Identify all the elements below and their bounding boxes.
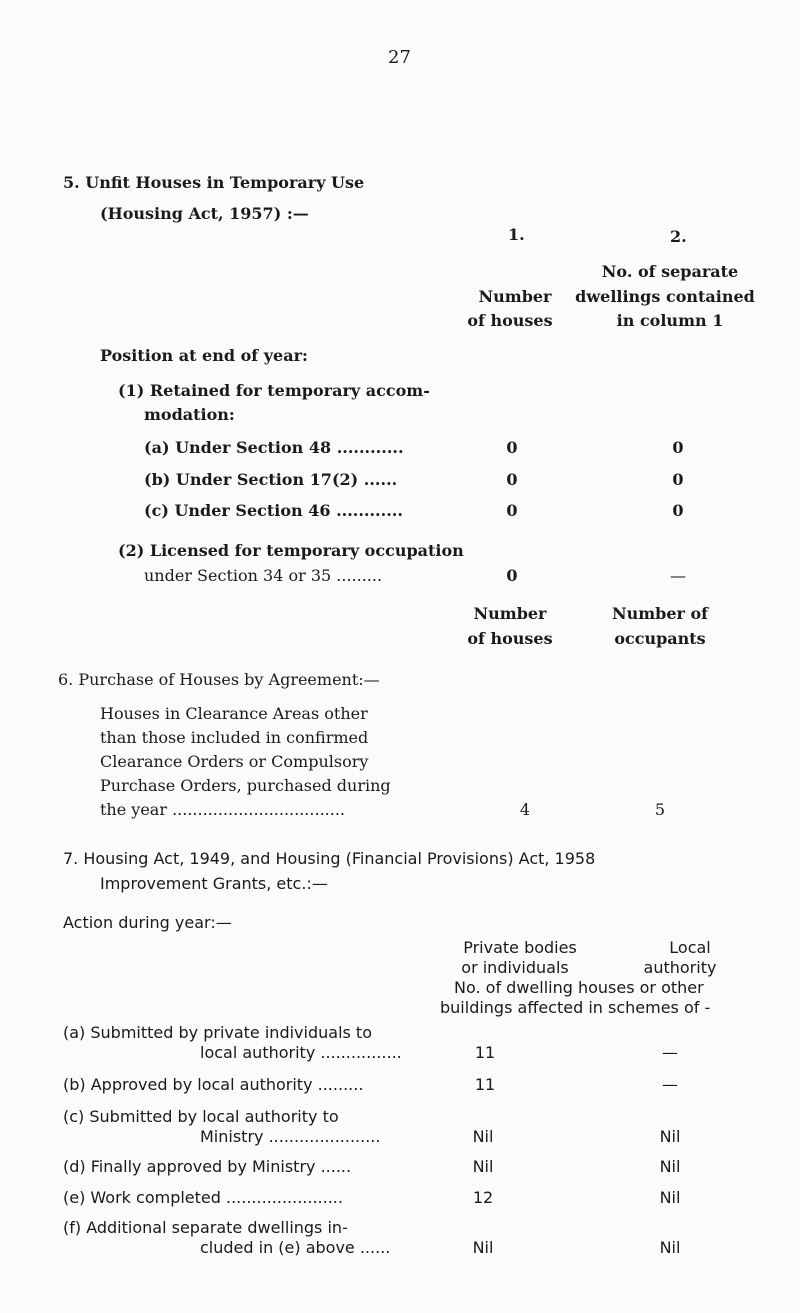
- section-7-heading: 7. Housing Act, 1949, and Housing (Financial Provisions) Act, 1958: [63, 849, 596, 868]
- table-row-label: (b) Approved by local authority .........: [63, 1075, 364, 1094]
- table-cell: 0: [672, 438, 684, 457]
- column-2-header: dwellings contained: [575, 287, 755, 306]
- table-row-label: (a) Under Section 48 ............: [144, 438, 404, 457]
- table-cell: 0: [506, 470, 518, 489]
- table-cell: 4: [519, 800, 531, 819]
- column-1-header: Private bodies: [463, 938, 577, 957]
- column-1-header: or individuals: [461, 958, 569, 977]
- table-cell: —: [662, 1043, 678, 1062]
- column-1-header: Number: [478, 287, 552, 306]
- column-1-number: 1.: [508, 225, 525, 244]
- column-2-header: authority: [643, 958, 717, 977]
- table-cell: Nil: [659, 1188, 681, 1207]
- action-label: Action during year:—: [63, 913, 232, 932]
- column-1-header: Number: [473, 604, 547, 623]
- section-7-heading: Improvement Grants, etc.:—: [100, 874, 328, 893]
- table-cell: Nil: [472, 1157, 494, 1176]
- column-1-header: of houses: [467, 311, 553, 330]
- table-cell: 0: [506, 438, 518, 457]
- column-2-header: occupants: [614, 629, 706, 648]
- item-1-label: (1) Retained for temporary accom-: [118, 381, 430, 400]
- table-cell: 11: [474, 1075, 496, 1094]
- column-2-header: in column 1: [616, 311, 724, 330]
- item-2-label: under Section 34 or 35 .........: [144, 566, 383, 585]
- column-2-number: 2.: [670, 227, 687, 246]
- column-2-header: No. of separate: [601, 262, 739, 281]
- table-row-label: cluded in (e) above ......: [200, 1238, 391, 1257]
- table-row-label: (a) Submitted by private individuals to: [63, 1023, 372, 1042]
- section-5-subheading: (Housing Act, 1957) :—: [100, 204, 309, 223]
- column-2-header: Local: [669, 938, 711, 957]
- page-number: 27: [388, 47, 411, 68]
- section-6-description: Houses in Clearance Areas other: [100, 704, 368, 723]
- table-row-label: (e) Work completed .......................: [63, 1188, 343, 1207]
- item-1-label: modation:: [144, 405, 235, 424]
- table-cell: 0: [672, 501, 684, 520]
- table-cell: 5: [654, 800, 666, 819]
- table-cell: Nil: [659, 1157, 681, 1176]
- table-cell: 0: [506, 566, 518, 585]
- table-cell: —: [670, 566, 686, 585]
- item-2-label: (2) Licensed for temporary occupation: [118, 541, 464, 560]
- position-label: Position at end of year:: [100, 346, 308, 365]
- table-cell: Nil: [659, 1127, 681, 1146]
- table-cell: Nil: [472, 1238, 494, 1257]
- table-row-label: (c) Submitted by local authority to: [63, 1107, 339, 1126]
- table-row-label: (b) Under Section 17(2) ......: [144, 470, 398, 489]
- column-2-header: Number of: [611, 604, 709, 623]
- schemes-note: buildings affected in schemes of -: [440, 998, 711, 1017]
- table-row-label: (c) Under Section 46 ............: [144, 501, 403, 520]
- table-row-label: Ministry ......................: [200, 1127, 381, 1146]
- table-cell: Nil: [472, 1127, 494, 1146]
- table-cell: 11: [474, 1043, 496, 1062]
- table-cell: 0: [672, 470, 684, 489]
- section-6-description: than those included in confirmed: [100, 728, 369, 747]
- table-row-label: (f) Additional separate dwellings in-: [63, 1218, 348, 1237]
- table-cell: 0: [506, 501, 518, 520]
- table-cell: Nil: [659, 1238, 681, 1257]
- table-row-label: (d) Finally approved by Ministry ......: [63, 1157, 352, 1176]
- section-6-heading: 6. Purchase of Houses by Agreement:—: [58, 670, 380, 689]
- section-6-description: Purchase Orders, purchased during: [100, 776, 391, 795]
- table-cell: —: [662, 1075, 678, 1094]
- schemes-note: No. of dwelling houses or other: [454, 978, 704, 997]
- section-6-description: the year ..................................: [100, 800, 345, 819]
- column-1-header: of houses: [467, 629, 553, 648]
- table-cell: 12: [472, 1188, 494, 1207]
- table-row-label: local authority ................: [200, 1043, 402, 1062]
- section-5-heading: 5. Unfit Houses in Temporary Use: [63, 173, 365, 192]
- section-6-description: Clearance Orders or Compulsory: [100, 752, 369, 771]
